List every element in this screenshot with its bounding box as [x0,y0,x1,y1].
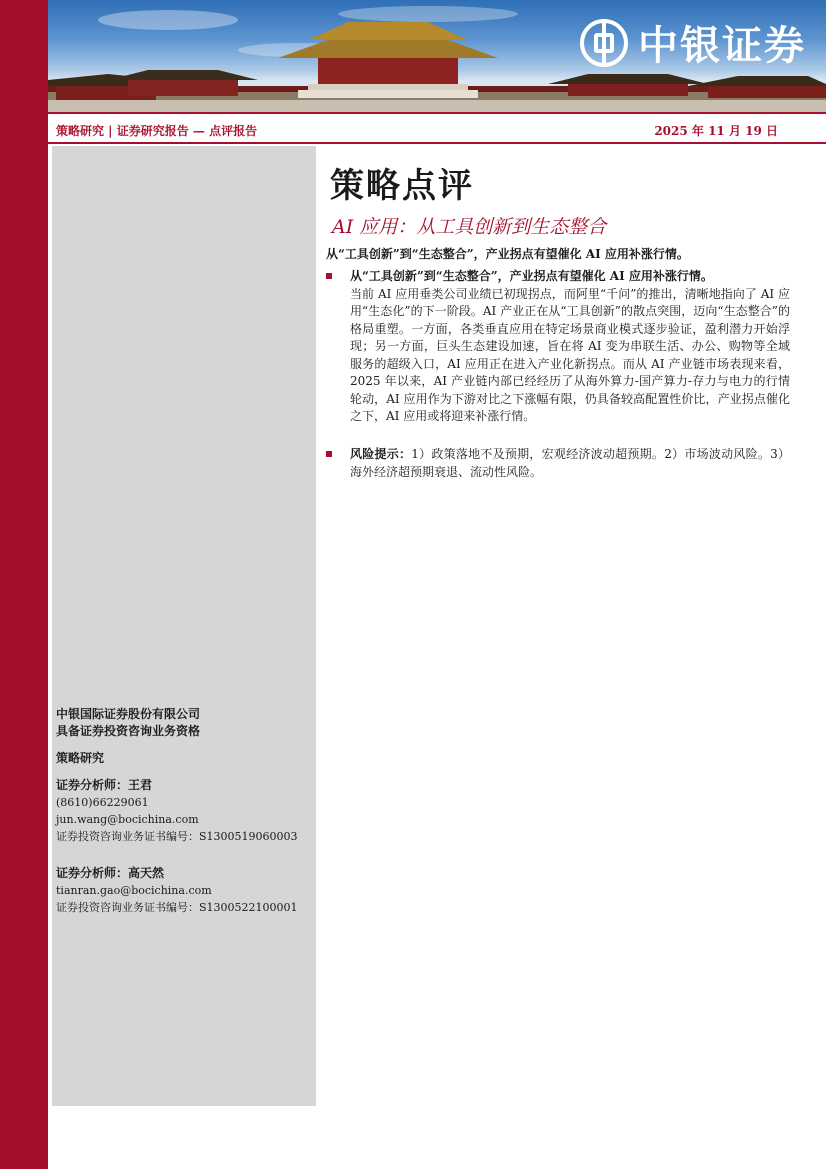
bullet-point [326,446,790,481]
subheader-divider [48,142,826,144]
analyst-email[interactable]: jun.wang@bocichina.com [56,813,199,826]
bullet-heading: 风险提示： [350,447,412,461]
header-divider [48,112,826,114]
left-accent-bar [0,0,48,1169]
brand-logo [580,14,806,71]
department: 策略研究 [56,751,105,765]
bullet-body: 当前 AI 应用垂类公司业绩已初现拐点，而阿里“千问”的推出，清晰地指向了 AI 应用“生态化”的下一阶段。AI 产业正在从“工具创新”的散点突围，迈向“生态整合”的格局重塑。一方面，各类垂直应用在特定场景商业模式逐步验证，盈利潜力开始浮现；另一方面，巨头生态建设加速，旨在将 AI 变为串联生活、办公、购物等全域服务的超级入口，AI 应用正在进入产业化新拐点。而从 AI 产业链市场表现来看，2025 年以来，AI 产业链内部已经经历了从海外算力-国产算力-存力与电力的行情轮动，AI 应用作为下游对比之下涨幅有限，仍具备较高配置性价比，产业拐点催化之下，AI 应用或将迎来补涨行情。 [350,286,790,423]
company-info [56,706,312,916]
company-name: 中银国际证券股份有限公司 [56,707,201,721]
bullet-square-icon [326,273,332,279]
bullet-point [326,268,790,426]
analyst-title: 证券分析师：王君 [56,778,153,792]
analyst-email[interactable]: tianran.gao@bocichina.com [56,884,212,897]
analyst-phone: (8610)66229061 [56,796,149,809]
analyst-license: 证券投资咨询业务证书编号：S1300519060003 [56,830,298,843]
analyst-license: 证券投资咨询业务证书编号：S1300522100001 [56,901,298,914]
qualification: 具备证券投资咨询业务资格 [56,724,201,738]
bullet-heading: 从“工具创新”到“生态整合”，产业拐点有望催化 AI 应用补涨行情。 [350,269,713,283]
brand-name: 中银证券 [638,23,806,69]
report-header [48,116,826,142]
report-title: 策略点评 [330,166,474,206]
breadcrumb: 策略研究 | 证券研究报告 — 点评报告 [56,124,258,138]
bullet-square-icon [326,451,332,457]
bank-logo-icon [580,19,628,67]
report-subtitle: AI 应用：从工具创新到生态整合 [332,216,607,238]
report-date: 2025 年 11 月 19 日 [654,124,778,138]
report-summary: 从“工具创新”到“生态整合”，产业拐点有望催化 AI 应用补涨行情。 [326,247,689,261]
bullet-body: 1）政策落地不及预期，宏观经济波动超预期。2）市场波动风险。3）海外经济超预期衰退、流动性风险。 [350,447,790,479]
header-banner [48,0,826,112]
analyst-title: 证券分析师：高天然 [56,866,165,880]
sidebar [52,146,316,1106]
